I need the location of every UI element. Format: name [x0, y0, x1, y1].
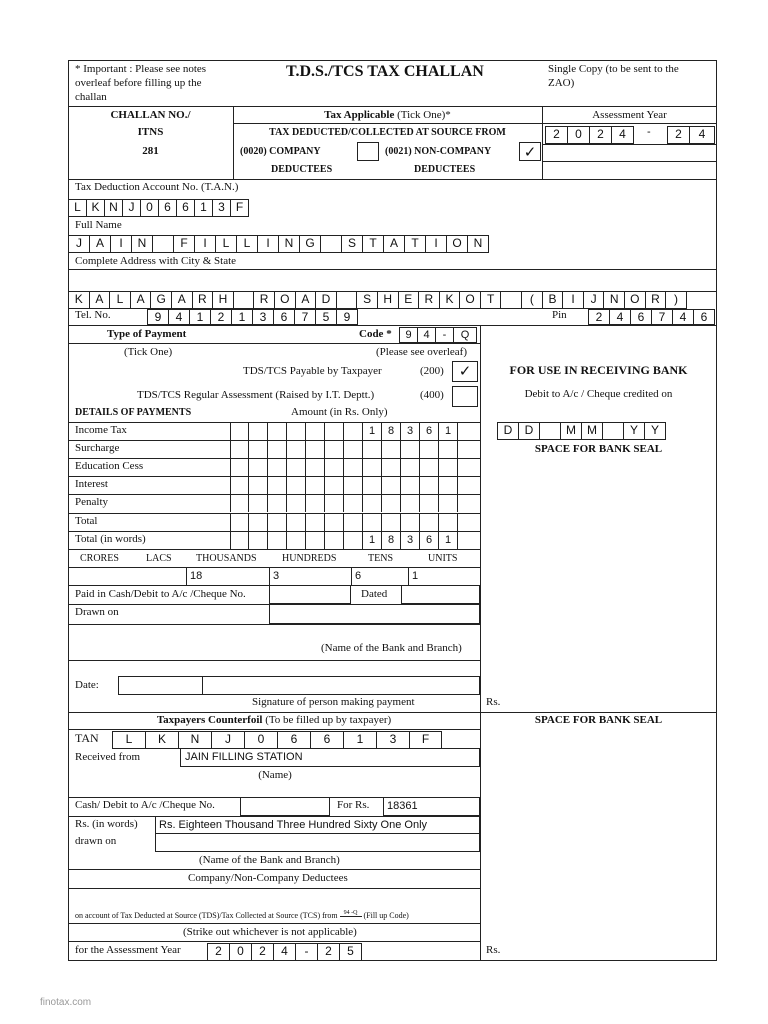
char-box: A [89, 235, 111, 253]
important-note-line1: * Important : Please see notes [75, 63, 207, 75]
char-box: 6 [630, 309, 652, 325]
char-box: K [439, 291, 461, 309]
char-box: L [236, 235, 258, 253]
char-box: 6 [176, 199, 195, 217]
noncompany-tick-box[interactable]: ✓ [519, 142, 541, 161]
char-box: B [542, 291, 564, 309]
assessment-year-label: Assessment Year [592, 109, 667, 121]
char-box: L [109, 291, 131, 309]
char-box: F [409, 731, 442, 749]
char-box: 9 [147, 309, 169, 325]
cf-drawn-on-label: drawn on [75, 835, 117, 847]
char-box: L [68, 199, 87, 217]
words-units: 1 [412, 570, 419, 582]
char-box: M [560, 422, 582, 440]
full-name-boxes[interactable] [69, 235, 489, 253]
name-label: (Name) [258, 769, 292, 781]
char-box: O [459, 291, 481, 309]
char-box: N [178, 731, 212, 749]
char-box: G [299, 235, 321, 253]
amount-digit: 3 [407, 533, 414, 546]
char-box: D [315, 291, 337, 309]
char-box: 5 [315, 309, 337, 325]
char-box [500, 291, 522, 309]
char-box [152, 235, 174, 253]
char-box: I [257, 235, 279, 253]
cf-cheque-field[interactable] [240, 797, 330, 816]
words-hundreds: 3 [273, 570, 280, 582]
char-box: A [383, 235, 405, 253]
date-field-b[interactable] [202, 676, 480, 695]
date-field-a[interactable] [118, 676, 203, 695]
char-box: 6 [310, 731, 344, 749]
char-box: I [425, 235, 447, 253]
char-box: A [130, 291, 152, 309]
char-box: N [131, 235, 153, 253]
cf-bank-branch-label: (Name of the Bank and Branch) [199, 854, 340, 866]
amount-digit: 1 [445, 425, 452, 437]
received-from-label: Received from [75, 751, 141, 763]
signature-label: Signature of person making payment [252, 696, 415, 708]
char-box: K [86, 199, 105, 217]
account-code: 94 -Q [340, 910, 362, 917]
unit-label: HUNDREDS [282, 553, 337, 564]
char-box [336, 291, 358, 309]
date-label: Date: [75, 679, 99, 691]
char-box [602, 422, 624, 440]
company-deductees-label: DEDUCTEES [271, 164, 333, 175]
for-rs-label: For Rs. [337, 799, 370, 811]
char-box: O [274, 291, 296, 309]
char-box: S [356, 291, 378, 309]
char-box: L [215, 235, 237, 253]
unit-label: CRORES [80, 553, 119, 564]
cheque-no-field[interactable] [269, 585, 351, 604]
char-box: A [171, 291, 193, 309]
see-overleaf-label: (Please see overleaf) [376, 346, 468, 358]
copy-note-line1: Single Copy (to be sent to the [548, 63, 679, 75]
char-box: N [603, 291, 625, 309]
char-box: 6 [693, 309, 715, 325]
char-box: 1 [231, 309, 253, 325]
tick-one-label: (Tick One) [124, 346, 173, 358]
counterfoil-tan-boxes[interactable] [113, 731, 442, 749]
tan-boxes[interactable] [69, 199, 249, 217]
char-box: 9 [336, 309, 358, 325]
char-box: 7 [651, 309, 673, 325]
char-box: 6 [158, 199, 177, 217]
amount-label: Amount (in Rs. Only) [291, 406, 388, 418]
amount-digit: 6 [426, 425, 433, 437]
tan-label: Tax Deduction Account No. (T.A.N.) [75, 181, 239, 193]
char-box: 1 [194, 199, 213, 217]
full-name-label: Full Name [75, 219, 122, 231]
details-heading: DETAILS OF PAYMENTS [75, 407, 192, 418]
char-box: 6 [277, 731, 311, 749]
pin-label: Pin [552, 309, 567, 321]
company-tick-box[interactable] [357, 142, 379, 161]
details-row-label: Education Cess [75, 460, 144, 473]
noncompany-label: (0021) NON-COMPANY [385, 146, 492, 157]
amount-digit: 8 [388, 425, 395, 437]
char-box: S [341, 235, 363, 253]
char-box: I [194, 235, 216, 253]
assessment-year-dash: - [647, 126, 651, 138]
char-box: Y [644, 422, 666, 440]
code-boxes[interactable]: 9 4 - Q [400, 327, 477, 343]
char-box: Y [623, 422, 645, 440]
cf-ay-label: for the Assessment Year [75, 944, 181, 956]
char-box: G [150, 291, 172, 309]
itns-label: ITNS [137, 126, 164, 138]
char-box: 2 [588, 309, 610, 325]
char-box: 2 [210, 309, 232, 325]
receiving-bank-title: FOR USE IN RECEIVING BANK [509, 363, 688, 377]
strike-label: (Strike out whichever is not applicable) [183, 926, 357, 938]
char-box: I [562, 291, 584, 309]
char-box: O [624, 291, 646, 309]
char-box: 4 [168, 309, 190, 325]
cf-ay-boxes[interactable]: 2 0 2 4 - 2 5 [208, 943, 362, 961]
watermark: finotax.com [40, 997, 92, 1008]
drawn-on-label: Drawn on [75, 606, 119, 618]
char-box: R [253, 291, 275, 309]
char-box: 7 [294, 309, 316, 325]
address-boxes[interactable] [69, 291, 687, 309]
debit-credited-label: Debit to A/c / Cheque credited on [524, 388, 673, 400]
payable-by-taxpayer-label: TDS/TCS Payable by Taxpayer [243, 365, 382, 377]
char-box [233, 291, 255, 309]
char-box: H [212, 291, 234, 309]
char-box: 0 [244, 731, 278, 749]
char-box: A [295, 291, 317, 309]
payable-code: (200) [420, 365, 444, 377]
tel-boxes[interactable] [148, 309, 358, 325]
amount-digit: 3 [407, 425, 414, 437]
bank-date-boxes[interactable] [498, 422, 666, 440]
char-box: T [404, 235, 426, 253]
char-box: J [68, 235, 90, 253]
for-rs-field[interactable]: 18361 [383, 797, 480, 816]
char-box: T [480, 291, 502, 309]
char-box: N [467, 235, 489, 253]
char-box: 4 [609, 309, 631, 325]
unit-label: THOUSANDS [196, 553, 257, 564]
amount-digit: 6 [426, 533, 433, 546]
words-tens: 6 [355, 570, 362, 582]
char-box: 6 [273, 309, 295, 325]
char-box: R [418, 291, 440, 309]
details-row-label: Penalty [75, 496, 108, 509]
copy-note-line2: ZAO) [548, 77, 575, 89]
char-box: I [110, 235, 132, 253]
rs-words-label: Rs. (in words) [75, 818, 138, 830]
type-of-payment-label: Type of Payment [107, 328, 187, 340]
important-note-line2: overleaf before filling up the [75, 77, 202, 89]
char-box: O [446, 235, 468, 253]
char-box [539, 422, 561, 440]
noncompany-deductees-label: DEDUCTEES [414, 164, 476, 175]
tax-applicable-heading: Tax Applicable (Tick One)* [324, 109, 451, 121]
char-box: H [377, 291, 399, 309]
details-row-label: Total [75, 514, 98, 527]
char-box: F [230, 199, 249, 217]
bank-seal-label: SPACE FOR BANK SEAL [534, 443, 663, 455]
amount-digit: 1 [369, 425, 376, 437]
payable-tick-box[interactable]: ✓ [452, 361, 478, 382]
assessment-year-end-boxes[interactable]: 2 4 [668, 126, 715, 144]
paid-cash-label: Paid in Cash/Debit to A/c /Cheque No. [75, 588, 246, 600]
dated-field[interactable] [401, 585, 480, 604]
char-box: 3 [212, 199, 231, 217]
assessment-year-boxes[interactable]: 2 0 2 4 [546, 126, 634, 144]
char-box: 1 [189, 309, 211, 325]
deductees-label: Company/Non-Company Deductees [188, 872, 348, 884]
char-box: 3 [376, 731, 410, 749]
char-box: 3 [252, 309, 274, 325]
received-from-field[interactable]: JAIN FILLING STATION [180, 748, 480, 767]
char-box: T [362, 235, 384, 253]
char-box: ) [665, 291, 687, 309]
char-box: D [518, 422, 540, 440]
char-box: J [583, 291, 605, 309]
char-box: ( [521, 291, 543, 309]
dated-label: Dated [361, 588, 388, 600]
address-label: Complete Address with City & State [75, 255, 237, 267]
company-label: (0020) COMPANY [240, 146, 321, 157]
counterfoil-title: Taxpayers Counterfoil (To be filled up by taxpayer) [156, 714, 392, 726]
counterfoil-seal-label: SPACE FOR BANK SEAL [534, 714, 663, 726]
regular-tick-box[interactable] [452, 386, 478, 407]
itns-number: 281 [142, 145, 159, 157]
amount-digit: 8 [388, 533, 395, 546]
char-box: M [581, 422, 603, 440]
char-box [320, 235, 342, 253]
rs-words-field[interactable]: Rs. Eighteen Thousand Three Hundred Sixty One Only [155, 816, 480, 834]
bank-branch-label: (Name of the Bank and Branch) [321, 642, 462, 654]
unit-label: LACS [146, 553, 172, 564]
account-text: on account of Tax Deducted at Source (TDS)/Tax Collected at Source (TCS) from $^{94 -Q}$ (Fill up Code) [75, 910, 409, 920]
tel-label: Tel. No. [75, 309, 111, 321]
counterfoil-tan-label: TAN [75, 731, 99, 745]
regular-assessment-label: TDS/TCS Regular Assessment (Raised by I.T. Deptt.) [137, 389, 375, 401]
amount-digit: 1 [369, 533, 376, 546]
words-thousands: 18 [190, 570, 203, 582]
char-box: F [173, 235, 195, 253]
cf-drawn-on-field[interactable] [155, 833, 480, 852]
char-box: K [145, 731, 179, 749]
details-row-label: Interest [75, 478, 108, 491]
important-note-line3: challan [75, 91, 107, 103]
char-box: L [112, 731, 146, 749]
challan-title: T.D.S./TCS TAX CHALLAN [286, 63, 484, 80]
char-box: K [68, 291, 90, 309]
details-row-label: Total (in words) [75, 532, 146, 545]
drawn-on-field[interactable] [269, 604, 480, 624]
char-box: N [104, 199, 123, 217]
char-box: 0 [140, 199, 159, 217]
cf-rs-label: Rs. [486, 944, 501, 956]
char-box: 1 [343, 731, 377, 749]
char-box: R [192, 291, 214, 309]
pin-boxes[interactable] [589, 309, 715, 325]
challan-no-label: CHALLAN NO./ [110, 109, 191, 121]
char-box: E [398, 291, 420, 309]
char-box: J [122, 199, 141, 217]
amount-digit: 1 [445, 533, 452, 546]
details-row-label: Income Tax [75, 424, 127, 436]
char-box: A [89, 291, 111, 309]
cf-cash-label: Cash/ Debit to A/c /Cheque No. [75, 799, 215, 811]
code-label: Code * [359, 328, 392, 340]
regular-code: (400) [420, 389, 444, 401]
unit-label: UNITS [428, 553, 458, 564]
char-box: 4 [672, 309, 694, 325]
rs-label: Rs. [486, 696, 501, 708]
char-box: R [645, 291, 667, 309]
char-box: D [497, 422, 519, 440]
char-box: J [211, 731, 245, 749]
char-box: N [278, 235, 300, 253]
tds-subheading: TAX DEDUCTED/COLLECTED AT SOURCE FROM [269, 127, 506, 138]
unit-label: TENS [368, 553, 393, 564]
details-row-label: Surcharge [75, 442, 120, 455]
